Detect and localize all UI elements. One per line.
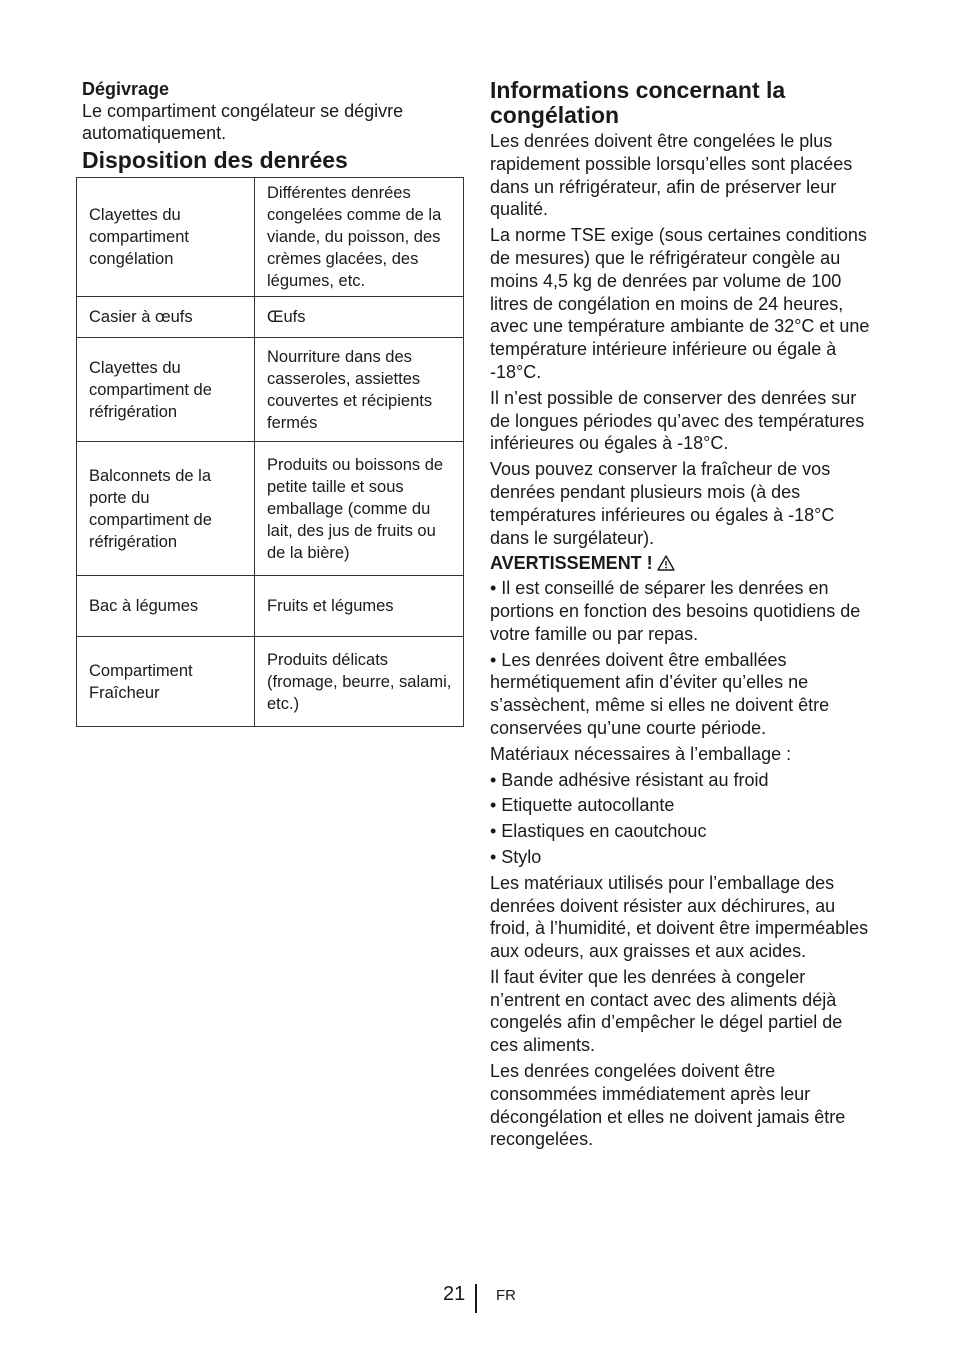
paragraph: Les matériaux utilisés pour l’emballage des denrées doivent résister aux déchirures, au froid, à l’humidité, et doivent être imperméables aux odeurs, aux graisses et aux acides.: [490, 872, 869, 962]
table-row: [77, 338, 464, 442]
table-cell-location: Bac à légumes: [77, 576, 255, 637]
footer-divider: [475, 1284, 477, 1313]
page-footer: [0, 1280, 954, 1316]
table-cell-content: Produits ou boissons de petite taille et sous emballage (comme du lait, des jus de fruits ou de la bière): [255, 442, 464, 576]
warning-bullet: • Il est conseillé de séparer les denrées en portions en fonction des besoins quotidiens de votre famille ou par repas.: [490, 578, 861, 644]
language-code: FR: [496, 1287, 516, 1304]
paragraph: Vous pouvez conserver la fraîcheur de vos denrées pendant plusieurs mois (à des températures inférieures ou égales à -18°C dans le surgélateur).: [490, 459, 835, 548]
table-cell-content: Différentes denrées congelées comme de la viande, du poisson, des crèmes glacées, des légumes, etc.: [255, 178, 464, 297]
list-item: • Elastiques en caoutchouc: [490, 821, 707, 842]
table-cell-location: Compartiment Fraîcheur: [77, 637, 255, 727]
right-column: [490, 78, 874, 1154]
table-row: [77, 297, 464, 338]
layout-heading: Disposition des denrées: [82, 147, 348, 173]
paragraph: Il faut éviter que les denrées à congeler n’entrent en contact avec des aliments déjà congelés afin d’empêcher le dégel partiel de ces aliments.: [490, 966, 843, 1056]
food-placement-table: [76, 177, 464, 727]
defrost-heading: Dégivrage: [82, 79, 170, 99]
table-cell-content: Nourriture dans des casseroles, assiettes couvertes et récipients fermés: [255, 338, 464, 442]
left-column: [76, 78, 464, 727]
freezing-info-heading: Informations concernant la congélation: [490, 77, 786, 128]
table-cell-content: Fruits et légumes: [255, 576, 464, 637]
table-cell-content: Produits délicats (fromage, beurre, salami, etc.): [255, 637, 464, 727]
list-item: • Stylo: [490, 846, 542, 867]
warning-bullet: • Les denrées doivent être emballées hermétiquement afin d’éviter qu’elles ne s’assèchent, même si elles ne doivent être conservées qu’une courte période.: [490, 649, 830, 738]
warning-heading: [490, 552, 874, 577]
table-cell-location: Clayettes du compartiment de réfrigération: [77, 338, 255, 442]
list-item: • Bande adhésive résistant au froid: [490, 769, 769, 790]
table-cell-location: Clayettes du compartiment congélation: [77, 178, 255, 297]
paragraph: La norme TSE exige (sous certaines conditions de mesures) que le réfrigérateur congèle au moins 4,5 kg de denrées par volume de 100 litres de congélation en moins de 24 heures, avec une température ambiante de 32°C et une température intérieure inférieure ou égale à -18°C.: [490, 225, 870, 382]
table-row: [77, 442, 464, 576]
table-cell-content: Œufs: [255, 297, 464, 338]
warning-triangle-icon: [657, 554, 675, 577]
table-row: [77, 576, 464, 637]
paragraph: Les denrées doivent être congelées le plus rapidement possible lorsqu’elles sont placées dans un réfrigérateur, afin de préserver leur qualité.: [490, 131, 853, 220]
table-row: [77, 637, 464, 727]
paragraph: Il n’est possible de conserver des denrées sur de longues périodes qu’avec des températures inférieures ou égales à -18°C.: [490, 387, 865, 454]
paragraph: Les denrées congelées doivent être consommées immédiatement après leur décongélation et elles ne doivent jamais être recongelées.: [490, 1061, 846, 1150]
table-cell-location: Balconnets de la porte du compartiment de réfrigération: [77, 442, 255, 576]
list-item: • Etiquette autocollante: [490, 795, 675, 816]
table-row: [77, 178, 464, 297]
table-cell-location: Casier à œufs: [77, 297, 255, 338]
defrost-text: Le compartiment congélateur se dégivre automatiquement.: [82, 101, 404, 143]
materials-intro: Matériaux nécessaires à l’emballage :: [490, 743, 792, 764]
page-number: 21: [443, 1283, 466, 1305]
warning-label: AVERTISSEMENT !: [490, 553, 653, 574]
